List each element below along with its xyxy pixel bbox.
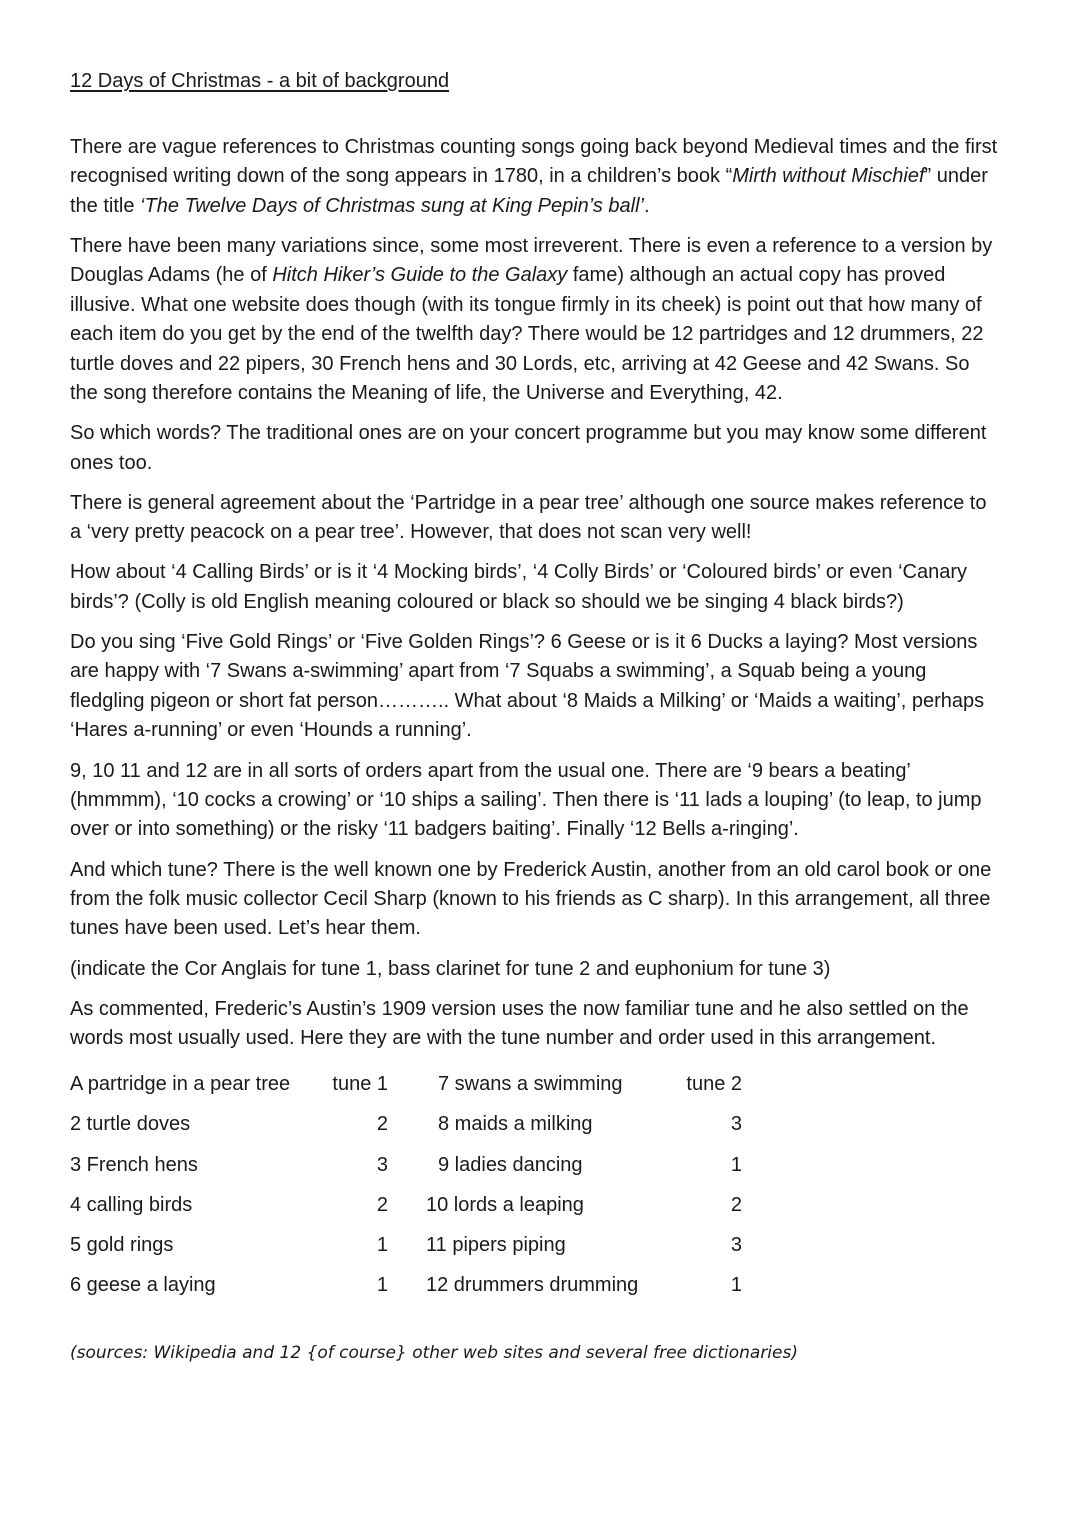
day-item: 10 lords a leaping (426, 1193, 584, 1216)
day-item: 2 turtle doves (70, 1113, 191, 1136)
table-row (70, 1105, 742, 1145)
paragraph-variations (70, 232, 1000, 408)
paragraph-which-tune: And which tune? There is the well known one by Frederick Austin, another from an old carol book or one from the folk music collector Cecil Sharp (known to his friends as C sharp). In this arrangement, all three tunes have been used. Let’s hear them. (70, 858, 992, 940)
day-item: 4 calling birds (70, 1193, 193, 1216)
table-row (70, 1145, 742, 1185)
table-row (70, 1185, 742, 1225)
tune-number: tune 2 (686, 1072, 742, 1095)
p2-text: There have been many variations since, some most irreverent. There is even a reference to a version by Douglas Adams (he of (70, 235, 993, 287)
table-row (70, 1064, 742, 1104)
tune-number: 2 (730, 1193, 742, 1216)
day-item: 5 gold rings (70, 1234, 174, 1257)
day-item: 11 pipers piping (426, 1234, 566, 1257)
p1-text-3: . (643, 194, 650, 217)
tune-number: 3 (730, 1113, 742, 1136)
tune-number: 1 (376, 1274, 388, 1297)
tune-number: 3 (730, 1234, 742, 1257)
paragraph-gold-rings: Do you sing ‘Five Gold Rings’ or ‘Five Golden Rings’? 6 Geese or is it 6 Ducks a laying? Most versions are happy with ‘7 Swans a-swimming’ apart from ‘7 Squabs a swimming’, a Squab being a young fledgling pigeon or short fat person……….. What about ‘8 Maids a Milking’ or ‘Maids a waiting’, perhaps ‘Hares a-running’ or even ‘Hounds a running’. (70, 631, 985, 742)
day-item: 12 drummers drumming (426, 1274, 639, 1297)
day-item: 6 geese a laying (70, 1274, 216, 1297)
document-page (70, 68, 1000, 1363)
tune-number: 1 (730, 1153, 742, 1176)
tune-number: 3 (376, 1153, 388, 1176)
day-item: 3 French hens (70, 1153, 198, 1176)
tune-number: 2 (376, 1193, 388, 1216)
sources-note: (sources: Wikipedia and 12 {of course} other web sites and several free dictionaries) (70, 1343, 798, 1364)
paragraph-origins (70, 133, 1000, 221)
day-item: 9 ladies dancing (438, 1153, 583, 1176)
paragraph-austin-version: As commented, Frederic’s Austin’s 1909 version uses the now familiar tune and he also settled on the words most usually used. Here they are with the tune number and order used in this arrangement. (70, 997, 969, 1050)
paragraph-nine-to-twelve: 9, 10 11 and 12 are in all sorts of orders apart from the usual one. There are ‘9 bears a beating’ (hmmmm), ‘10 cocks a crowing’ or ‘10 ships a sailing’. Then there is ‘11 lads a louping’ (to leap, to jump over or into something) or the risky ‘11 badgers baiting’. Finally ‘12 Bells a-ringing’. (70, 759, 982, 841)
p1-book-title: Mirth without Mischief (732, 165, 925, 188)
tune-number: 1 (730, 1274, 742, 1297)
day-item: A partridge in a pear tree (70, 1072, 291, 1095)
paragraph-instruments: (indicate the Cor Anglais for tune 1, bass clarinet for tune 2 and euphonium for tune 3) (70, 957, 831, 980)
p1-text-2: ” under the title (70, 165, 988, 217)
paragraph-partridge: There is general agreement about the ‘Partridge in a pear tree’ although one source makes reference to a ‘very pretty peacock on a pear tree’. However, that does not scan very well! (70, 491, 987, 544)
p1-song-title: ‘The Twelve Days of Christmas sung at King Pepin’s ball’ (140, 194, 644, 217)
tune-number: tune 1 (332, 1072, 388, 1095)
tune-table (70, 1064, 742, 1306)
table-row (70, 1226, 742, 1266)
page-title: 12 Days of Christmas - a bit of background (70, 70, 450, 92)
paragraph-calling-birds: How about ‘4 Calling Birds’ or is it ‘4 Mocking birds’, ‘4 Colly Birds’ or ‘Coloured birds’ or even ‘Canary birds’? (Colly is old English meaning coloured or black so should we be singing 4 black birds?) (70, 561, 968, 613)
paragraph-which-words: So which words? The traditional ones are on your concert programme but you may know some different ones too. (70, 422, 987, 474)
tune-number: 1 (376, 1234, 388, 1257)
p1-text: There are vague references to Christmas counting songs going back beyond Medieval times and the first recognised writing down of the song appears in 1780, in a children’s book “ (70, 136, 998, 188)
p2-book-title: Hitch Hiker’s Guide to the Galaxy (272, 264, 568, 287)
day-item: 8 maids a milking (438, 1113, 593, 1136)
day-item: 7 swans a swimming (438, 1072, 623, 1095)
table-row (70, 1266, 742, 1306)
tune-number: 2 (376, 1113, 388, 1136)
p2-text-2: fame) although an actual copy has proved illusive. What one website does though (with its tongue firmly in its cheek) is point out that how many of each item do you get by the end of the twelfth day? There would be 12 partridges and 12 drummers, 22 turtle doves and 22 pipers, 30 French hens and 30 Lords, etc, arriving at 42 Geese and 42 Swans. So the song therefore contains the Meaning of life, the Universe and Everything, 42. (70, 264, 984, 405)
